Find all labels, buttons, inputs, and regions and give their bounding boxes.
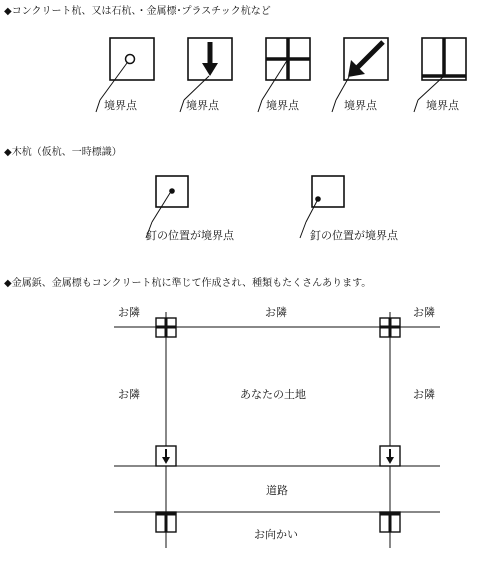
section3-heading: ◆金属鋲、金属標もコンクリート杭に準じて作成され、種類もたくさんあります。 [4, 278, 372, 289]
neighbor-top-right-label: お隣 [413, 306, 435, 319]
corner-marker-road-right [380, 512, 400, 532]
marker-label-tee: 境界点 [426, 99, 459, 112]
nail-label-1: 釘の位置が境界点 [146, 229, 234, 242]
section1-heading: ◆コンクリート杭、又は石杭、・金属標･プラスチック杭など [4, 6, 271, 17]
marker-label-arrow-down: 境界点 [186, 99, 219, 112]
neighbor-mid-right-label: お隣 [413, 388, 435, 401]
marker-label-cross: 境界点 [266, 99, 299, 112]
corner-marker-tl [156, 318, 176, 337]
neighbor-mid-left-label: お隣 [118, 388, 140, 401]
corner-marker-tr [380, 318, 400, 337]
corner-marker-road-left [156, 512, 176, 532]
plot-diagram [114, 312, 440, 548]
neighbor-top-center-label: お隣 [265, 306, 287, 319]
nail-label-2: 釘の位置が境界点 [310, 229, 398, 242]
corner-marker-bl [156, 446, 176, 466]
road-label: 道路 [266, 484, 288, 497]
your-land-label: あなたの土地 [240, 388, 306, 401]
section2-heading: ◆木杭（仮杭、一時標識） [4, 147, 122, 158]
marker-label-arrow-diagonal: 境界点 [344, 99, 377, 112]
neighbor-top-left-label: お隣 [118, 306, 140, 319]
marker-label-circle: 境界点 [104, 99, 137, 112]
across-label: お向かい [254, 528, 298, 541]
corner-marker-br [380, 446, 400, 466]
